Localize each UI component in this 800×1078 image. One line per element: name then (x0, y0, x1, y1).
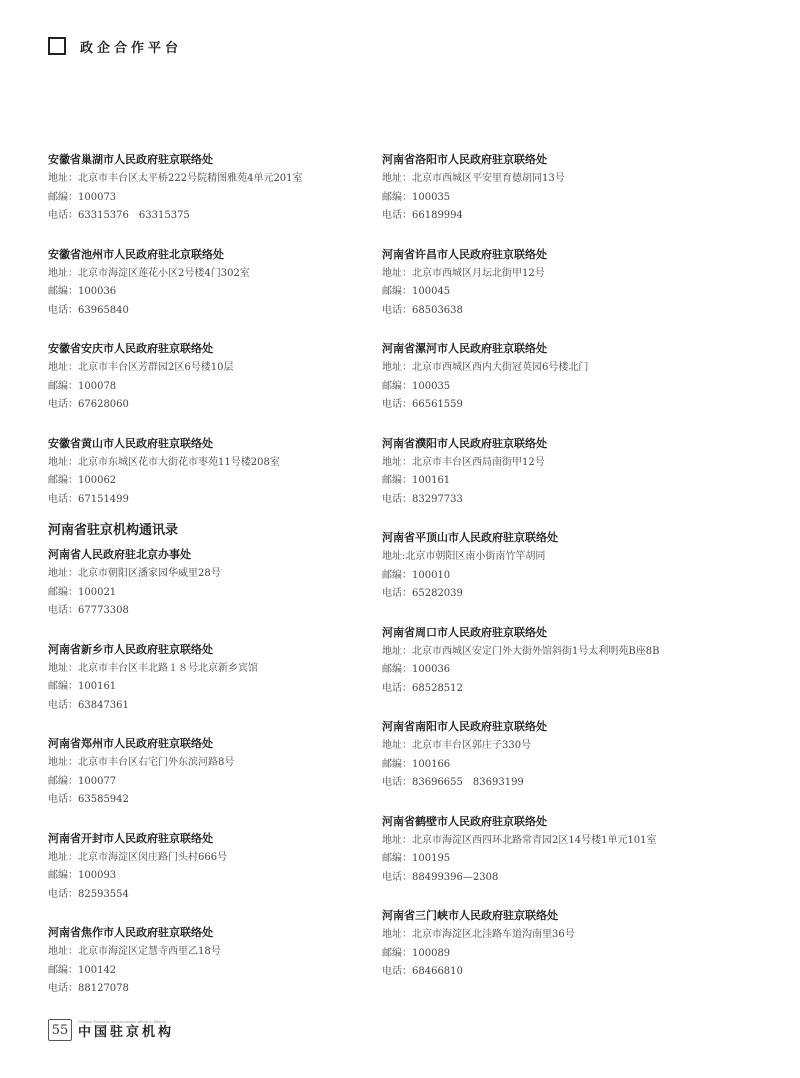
office-phone: 电话：88127078 (48, 983, 129, 994)
office-entry (48, 923, 368, 999)
office-entry (382, 150, 702, 226)
office-name: 河南省新乡市人民政府驻京联络处 (48, 642, 213, 656)
office-entry (382, 906, 702, 982)
office-phone: 电话：68466810 (382, 966, 463, 977)
office-postcode: 邮编：100161 (382, 475, 451, 486)
office-entry (48, 339, 368, 415)
office-name: 河南省漯河市人民政府驻京联络处 (382, 342, 547, 355)
footer-text (78, 1020, 174, 1041)
page-number: 55 (48, 1019, 72, 1041)
office-name: 河南省人民政府驻北京办事处 (48, 548, 191, 561)
office-phone: 电话：67773308 (48, 605, 129, 616)
office-entry (382, 717, 702, 793)
office-postcode: 邮编：100078 (48, 380, 117, 392)
office-name: 安徽省黄山市人民政府驻京联络处 (48, 436, 213, 450)
office-postcode: 邮编：100036 (48, 286, 117, 297)
office-phone: 电话：83696655 83693199 (382, 777, 524, 788)
office-phone: 电话：63315376 63315375 (48, 210, 190, 221)
office-postcode: 邮编：100089 (382, 947, 451, 959)
office-address: 地址：北京市海淀区闵庄路门头村666号 (48, 851, 228, 863)
office-entry (382, 245, 702, 321)
page-header (48, 34, 182, 58)
office-address: 地址：北京市丰台区太平桥222号院精图雅苑4单元201室 (48, 173, 303, 184)
office-postcode: 邮编：100036 (382, 664, 451, 675)
office-name: 河南省鹤壁市人民政府驻京联络处 (382, 814, 547, 828)
office-entry (48, 245, 368, 321)
office-postcode: 邮编：100093 (48, 870, 117, 881)
office-entry (48, 640, 368, 716)
office-entry (382, 339, 702, 415)
office-postcode: 邮编：100073 (48, 191, 117, 203)
section-heading: 河南省驻京机构通讯录 (48, 523, 179, 538)
office-entry (48, 545, 368, 621)
office-address: 地址：北京市海淀区定慧寺西里乙18号 (48, 946, 221, 957)
office-phone: 电话：82593554 (48, 888, 129, 900)
office-phone: 电话：63585942 (48, 794, 129, 805)
office-name: 安徽省安庆市人民政府驻京联络处 (48, 342, 213, 355)
office-phone: 电话：63847361 (48, 699, 129, 711)
office-phone: 电话：63965840 (48, 304, 129, 316)
footer-subtitle: Chinese Provincial and municipal offices in Beijing (78, 1019, 166, 1024)
office-phone: 电话：67151499 (48, 493, 129, 505)
office-address: 地址：北京市海淀区西四环北路常青园2区14号楼1单元101室 (382, 834, 657, 846)
office-entry (382, 434, 702, 510)
office-postcode: 邮编：100142 (48, 964, 117, 976)
office-address: 地址：北京市西城区安定门外大街外馆斜街1号太利明苑B座8B (382, 645, 660, 657)
office-name: 河南省郑州市人民政府驻京联络处 (48, 737, 213, 750)
office-address: 地址:北京市朝阳区南小街南竹竿胡同 (382, 551, 546, 562)
office-name: 河南省洛阳市人民政府驻京联络处 (382, 153, 547, 166)
office-phone: 电话：83297733 (382, 493, 463, 505)
office-address: 地址：北京市海淀区莲花小区2号楼4门302室 (48, 267, 250, 279)
office-address: 地址：北京市丰台区芳群园2区6号楼10层 (48, 362, 234, 373)
office-phone: 电话：88499396—2308 (382, 871, 499, 883)
office-postcode: 邮编：100166 (382, 758, 451, 770)
office-postcode: 邮编：100161 (48, 681, 117, 692)
office-address: 地址：北京市海淀区北洼路车道沟南里36号 (382, 929, 575, 940)
header-title: 政企合作平台 (80, 40, 183, 56)
office-phone: 电话：66189994 (382, 210, 463, 221)
office-address: 地址：北京市朝阳区潘家园华威里28号 (48, 568, 221, 579)
office-address: 地址：北京市丰台区西局南街甲12号 (382, 456, 545, 468)
office-postcode: 邮编：100021 (48, 586, 117, 598)
office-address: 地址：北京市丰台区右宅门外东滨河路8号 (48, 757, 235, 768)
office-entry (48, 150, 368, 226)
office-address: 地址：北京市西城区西内大街冠英园6号楼北门 (382, 362, 589, 373)
office-postcode: 邮编：100062 (48, 475, 117, 486)
office-name: 河南省周口市人民政府驻京联络处 (382, 625, 547, 639)
office-entry (48, 829, 368, 905)
office-name: 河南省南阳市人民政府驻京联络处 (382, 720, 547, 733)
office-phone: 电话：68503638 (382, 304, 463, 316)
office-entry (48, 434, 368, 510)
office-name: 河南省许昌市人民政府驻京联络处 (382, 247, 547, 261)
office-postcode: 邮编：100010 (382, 569, 451, 581)
office-phone: 电话：68528512 (382, 682, 463, 694)
office-postcode: 邮编：100035 (382, 191, 451, 203)
office-address: 地址：北京市丰台区丰北路１８号北京新乡宾馆 (48, 662, 258, 674)
office-address: 地址：北京市西城区平安里育德胡同13号 (382, 173, 565, 184)
office-postcode: 邮编：100045 (382, 286, 451, 297)
office-entry (382, 528, 702, 604)
office-address: 地址：北京市丰台区郭庄子330号 (382, 740, 532, 751)
office-phone: 电话：66561559 (382, 399, 463, 410)
office-entry (382, 623, 702, 699)
office-name: 河南省开封市人民政府驻京联络处 (48, 831, 213, 845)
office-name: 河南省焦作市人民政府驻京联络处 (48, 926, 213, 939)
office-address: 地址：北京市西城区月坛北街甲12号 (382, 267, 545, 279)
left-column (48, 150, 368, 1018)
office-name: 安徽省巢湖市人民政府驻京联络处 (48, 153, 213, 166)
office-postcode: 邮编：100195 (382, 853, 451, 864)
office-postcode: 邮编：100077 (48, 775, 117, 787)
right-column (382, 150, 702, 1001)
footer-title: 中国驻京机构 (78, 1024, 175, 1040)
office-postcode: 邮编：100035 (382, 380, 451, 392)
office-phone: 电话：67628060 (48, 399, 129, 410)
office-name: 河南省三门峡市人民政府驻京联络处 (382, 909, 558, 922)
office-entry (382, 812, 702, 888)
office-entry (48, 734, 368, 810)
page-footer (48, 1018, 174, 1042)
office-phone: 电话：65282039 (382, 588, 463, 599)
header-square-icon (48, 37, 66, 55)
office-name: 安徽省池州市人民政府驻北京联络处 (48, 247, 224, 261)
office-name: 河南省平顶山市人民政府驻京联络处 (382, 531, 558, 544)
office-name: 河南省濮阳市人民政府驻京联络处 (382, 436, 547, 450)
office-address: 地址：北京市东城区花市大街花市枣苑11号楼208室 (48, 456, 280, 468)
